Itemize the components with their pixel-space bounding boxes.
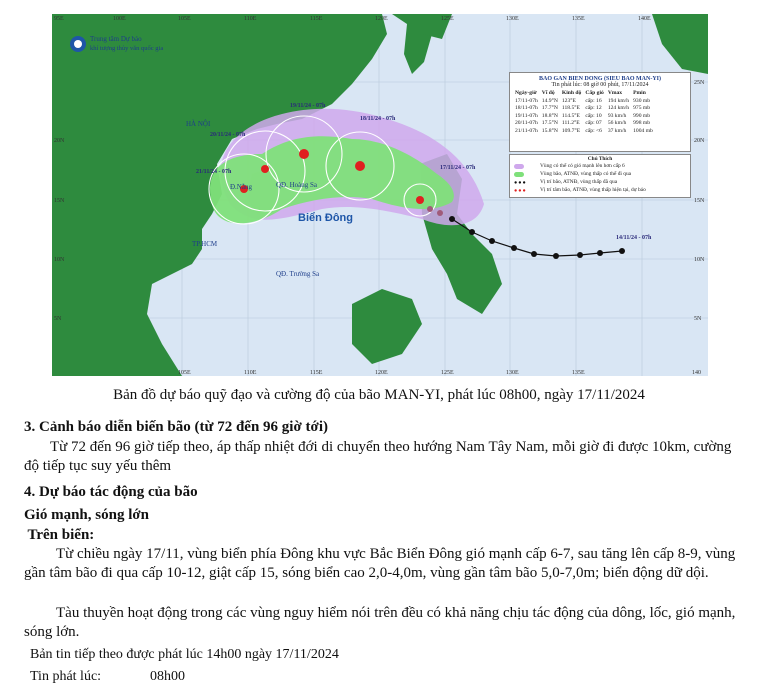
past-marker-swatch: ●●● xyxy=(514,179,527,186)
section4-heading: 4. Dự báo tác động của bão xyxy=(24,484,198,500)
place-danang: Đ.Nẵng xyxy=(230,183,252,191)
info-box-table xyxy=(513,90,655,135)
info-header-cell: Vĩ độ xyxy=(541,90,555,96)
track-label-18: 18/11/24 - 07h xyxy=(360,116,396,122)
legend-item: Vùng bão, ATNĐ, vùng thấp có thể đi qua xyxy=(540,171,632,177)
info-cell: 17.7°N xyxy=(541,105,558,111)
lon-label: 140E xyxy=(638,16,651,22)
info-cell: 14.9°N xyxy=(541,97,558,104)
map-caption: Bản đồ dự báo quỹ đạo và cường độ của bão MAN-YI, phát lúc 08h00, ngày 17/11/2024 xyxy=(113,387,645,403)
info-cell: 18/11-07h xyxy=(515,105,538,111)
track-label-19: 19/11/24 - 07h xyxy=(290,103,326,109)
info-cell: 17/11-07h xyxy=(515,97,538,104)
legend-row xyxy=(514,162,690,170)
lon-label: 110E xyxy=(244,370,257,376)
lon-label: 110E xyxy=(244,16,257,22)
info-cell: 93 km/h xyxy=(607,112,627,119)
info-header-cell: Vmax xyxy=(607,90,623,96)
info-box-row xyxy=(513,113,655,121)
info-box-row xyxy=(513,120,655,128)
lon-label: 120E xyxy=(375,370,388,376)
storm-forecast-map xyxy=(52,14,708,376)
info-cell: cấp: <6 xyxy=(585,127,602,134)
sea-label: Biển Đông xyxy=(298,212,353,224)
storm-info-box xyxy=(509,72,691,152)
legend-item: Vị trí tâm bão, ATNĐ, vùng thấp hiện tại, dự báo xyxy=(540,187,646,193)
info-cell: cấp: 07 xyxy=(585,120,602,126)
info-cell: 37 km/h xyxy=(607,127,627,134)
lat-label: 5N xyxy=(54,316,62,322)
map-legend xyxy=(509,154,691,198)
lat-label: 25N xyxy=(694,80,705,86)
info-header-cell: Ngày-giờ xyxy=(515,90,537,96)
section3-heading: 3. Cảnh báo diễn biến bão (từ 72 đến 96 giờ tới) xyxy=(24,419,328,435)
lon-label: 115E xyxy=(310,370,323,376)
info-cell: 56 km/h xyxy=(607,120,627,126)
lat-label: 20N xyxy=(54,138,65,144)
legend-item: Vị trí bão, ATNĐ, vùng thấp đã qua xyxy=(540,179,618,185)
sea-paragraph-2: Tàu thuyền hoạt động trong các vùng nguy hiểm nói trên đều có khả năng chịu tác động của dông, lốc, gió mạnh, sóng lớn. xyxy=(24,605,736,640)
info-cell: 998 mb xyxy=(633,120,651,126)
agency-subtitle: khí tượng thủy văn quốc gia xyxy=(90,45,164,52)
track-label-20: 20/11/24 - 07h xyxy=(210,132,246,138)
info-cell: 19/11-07h xyxy=(515,112,538,119)
info-cell: 15.8°N xyxy=(541,127,558,134)
info-cell: 18.8°N xyxy=(541,112,558,119)
info-cell: 1004 mb xyxy=(633,127,653,134)
wind-zone-swatch xyxy=(514,164,524,169)
lat-label: 15N xyxy=(54,198,65,204)
issued-label: Tin phát lúc: xyxy=(30,669,102,684)
lon-label: 140 xyxy=(692,370,701,376)
info-box-header xyxy=(513,90,655,98)
lon-label: 105E xyxy=(178,16,191,22)
lon-label: 115E xyxy=(310,16,323,22)
legend-row xyxy=(514,178,690,186)
info-cell: 111.2°E xyxy=(561,120,580,126)
info-box-row xyxy=(513,128,655,136)
next-bulletin: Bản tin tiếp theo được phát lúc 14h00 ngày 17/11/2024 xyxy=(30,647,339,662)
legend-row xyxy=(514,186,690,194)
issued-value: 08h00 xyxy=(150,669,185,684)
forecast-marker-swatch: ●●● xyxy=(514,187,527,194)
info-cell: cấp: 12 xyxy=(585,105,602,111)
place-hanoi: HÀ NỘI xyxy=(186,120,211,128)
info-header-cell: Cấp gió xyxy=(585,90,604,96)
lon-label: 125E xyxy=(441,16,454,22)
section4-subheading: Gió mạnh, sóng lớn xyxy=(24,507,150,523)
info-box-row xyxy=(513,105,655,113)
info-cell: cấp: 10 xyxy=(585,112,602,119)
lon-label: 135E xyxy=(572,370,585,376)
info-cell: 118.5°E xyxy=(561,105,580,111)
lat-label: 15N xyxy=(694,198,705,204)
sea-paragraph-1: Từ chiều ngày 17/11, vùng biển phía Đông khu vực Bắc Biển Đông gió mạnh cấp 6-7, sau tăng lên cấp 8-9, vùng gần tâm bão đi qua cấp 10-12, giật cấp 15, sóng biển cao 2,0-4,0m, vùng gần tâm bão 5,0-7,0m; biển động dữ dội. xyxy=(24,546,736,581)
info-cell: 194 km/h xyxy=(607,97,630,104)
lat-label: 10N xyxy=(54,257,65,263)
info-header-cell: Kinh độ xyxy=(561,90,582,96)
sea-heading: Trên biển: xyxy=(24,527,95,543)
lat-label: 10N xyxy=(694,257,705,263)
lat-label: 5N xyxy=(694,316,702,322)
lon-label: 135E xyxy=(572,16,585,22)
track-label-14: 14/11/24 - 07h xyxy=(616,235,652,241)
lon-label: 100E xyxy=(113,16,126,22)
lon-label: 95E xyxy=(54,16,64,22)
agency-name: Trung tâm Dự báo xyxy=(90,35,142,43)
info-cell: 21/11-07h xyxy=(515,127,538,134)
info-box-issued: Tin phát lúc: 08 giờ 00 phút, 17/11/2024 xyxy=(551,82,649,88)
lat-label: 20N xyxy=(694,138,705,144)
info-cell: cấp: 16 xyxy=(585,97,602,104)
info-cell: 114.5°E xyxy=(561,112,580,119)
info-box-row xyxy=(513,98,655,106)
info-box-title: BAO GAN BIEN DONG (SIEU BAO MAN-YI) xyxy=(538,76,661,82)
section3-body: Từ 72 đến 96 giờ tiếp theo, áp thấp nhiệt đới di chuyển theo hướng Nam Tây Nam, mỗi giờ đi được 10km, cường độ tiếp tục suy yếu thêm xyxy=(24,439,732,474)
info-cell: 109.7°E xyxy=(561,127,581,134)
info-cell: 17.5°N xyxy=(541,120,558,126)
info-cell: 124 km/h xyxy=(607,105,630,111)
info-cell: 930 mb xyxy=(633,97,651,104)
track-label-21: 21/11/24 - 07h xyxy=(196,169,232,175)
info-cell: 975 mb xyxy=(633,105,651,111)
cone-swatch xyxy=(514,172,524,177)
info-cell: 123°E xyxy=(561,97,576,104)
info-cell: 990 mb xyxy=(633,112,651,119)
place-hcm: TP.HCM xyxy=(192,240,218,248)
track-label-17: 17/11/24 - 07h xyxy=(440,165,476,171)
lon-label: 130E xyxy=(506,16,519,22)
lon-label: 105E xyxy=(178,370,191,376)
info-header-cell: Pmin xyxy=(633,90,646,96)
legend-item: Vùng có thể có gió mạnh lên hơn cấp 6 xyxy=(540,163,625,169)
info-cell: 20/11-07h xyxy=(515,120,538,126)
lon-label: 130E xyxy=(506,370,519,376)
place-truongsa: QĐ. Trường Sa xyxy=(276,270,320,278)
lon-label: 125E xyxy=(441,370,454,376)
legend-title: Chú Thích xyxy=(587,156,613,162)
place-hoangsa: QĐ. Hoàng Sa xyxy=(276,181,318,189)
lon-label: 120E xyxy=(375,16,388,22)
legend-row xyxy=(514,170,690,178)
